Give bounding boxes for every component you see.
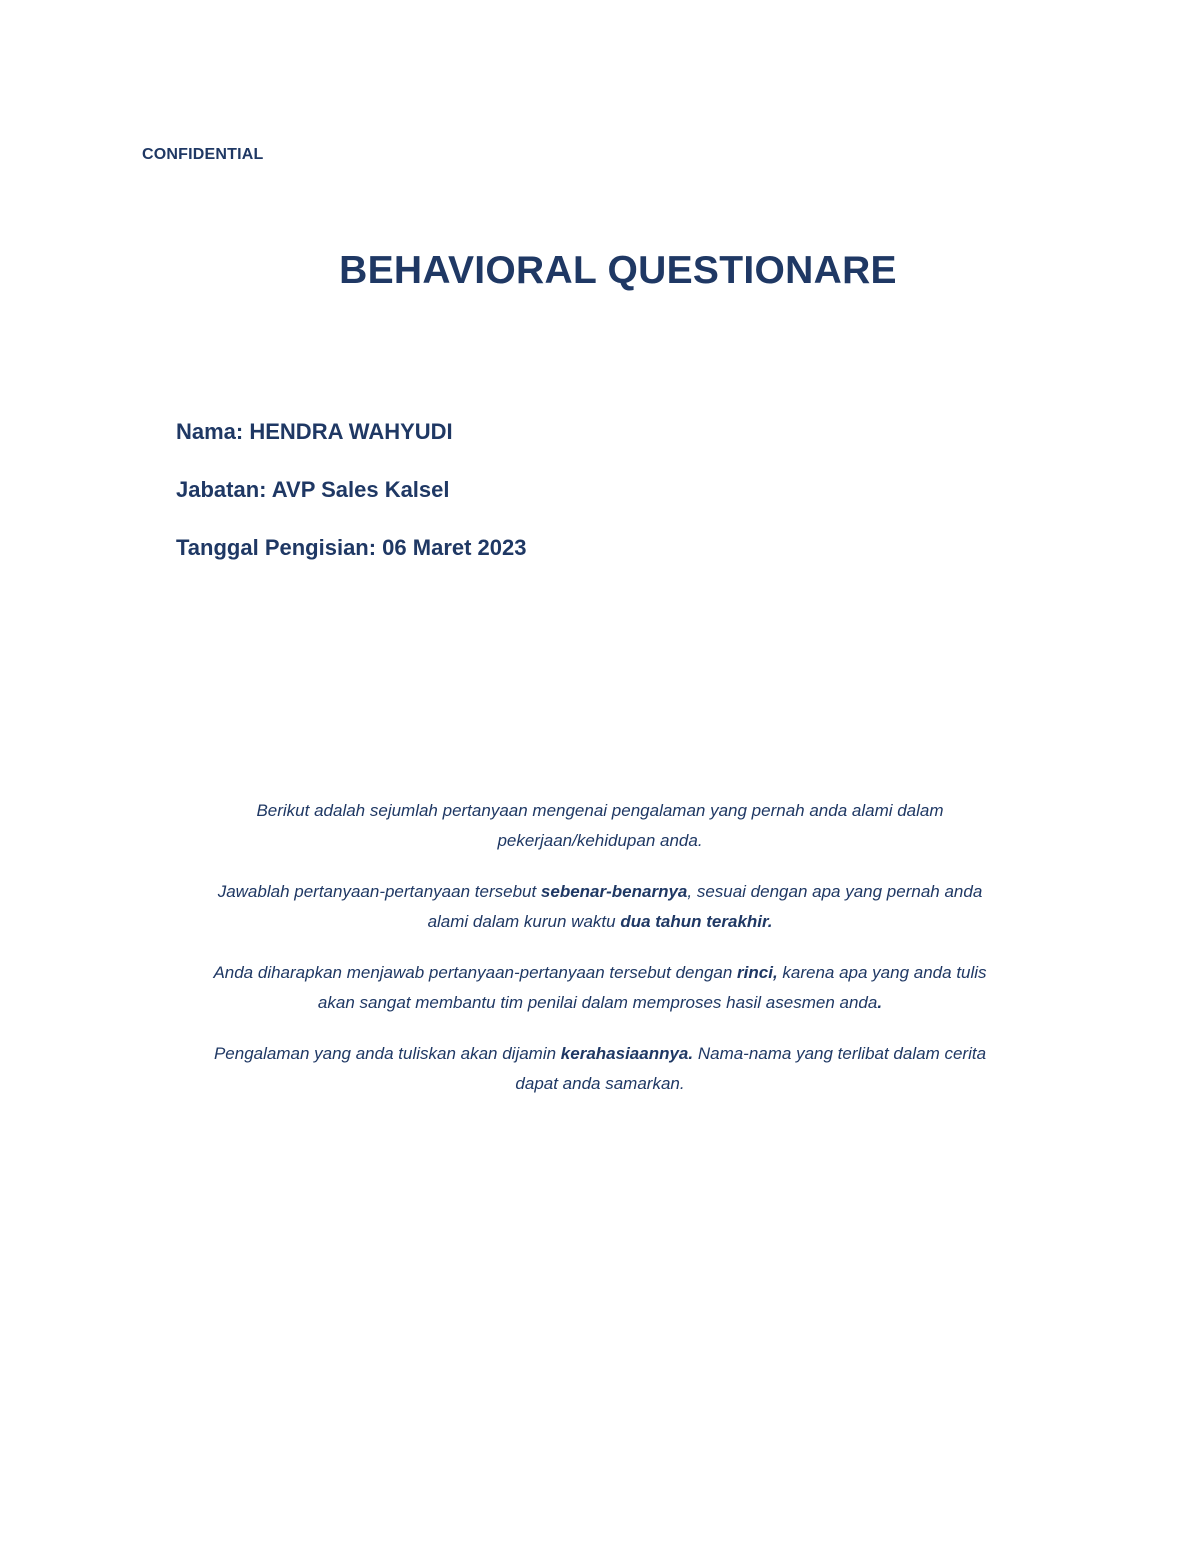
- date-line: Tanggal Pengisian: 06 Maret 2023: [176, 535, 527, 560]
- emphasis-text: sebenar-benarnya: [540, 882, 688, 901]
- emphasis-text: rinci,: [737, 963, 778, 982]
- instruction-text: alami dalam kurun waktu: [427, 912, 621, 931]
- instructions: [140, 796, 1060, 1120]
- instruction-paragraph-3: [140, 958, 1060, 1018]
- position-line: Jabatan: AVP Sales Kalsel: [176, 477, 450, 502]
- instruction-text: pekerjaan/kehidupan anda.: [497, 831, 703, 850]
- instruction-text: Nama-nama yang terlibat dalam cerita: [693, 1044, 987, 1063]
- instruction-text: Pengalaman yang anda tuliskan akan dijamin: [213, 1044, 561, 1063]
- name-line: Nama: HENDRA WAHYUDI: [176, 419, 453, 444]
- confidential-label: CONFIDENTIAL: [142, 146, 264, 163]
- respondent-info: [176, 418, 527, 592]
- instruction-text: .: [877, 993, 883, 1012]
- instruction-paragraph-2: [140, 877, 1060, 937]
- instruction-text: Jawablah pertanyaan-pertanyaan tersebut: [217, 882, 541, 901]
- instruction-text: karena apa yang anda tulis: [777, 963, 987, 982]
- document-title: BEHAVIORAL QUESTIONARE: [339, 249, 897, 292]
- emphasis-text: dua tahun terakhir: [620, 912, 768, 931]
- instruction-text: , sesuai dengan apa yang pernah anda: [687, 882, 983, 901]
- instruction-text: .: [767, 912, 773, 931]
- instruction-text: Anda diharapkan menjawab pertanyaan-pertanyaan tersebut dengan: [213, 963, 738, 982]
- instruction-text: Berikut adalah sejumlah pertanyaan mengenai pengalaman yang pernah anda alami dalam: [256, 801, 944, 820]
- instruction-paragraph-4: [140, 1039, 1060, 1099]
- instruction-paragraph-1: [140, 796, 1060, 856]
- instruction-text: akan sangat membantu tim penilai dalam memproses hasil asesmen anda: [317, 993, 878, 1012]
- instruction-text: dapat anda samarkan.: [515, 1074, 685, 1093]
- emphasis-text: kerahasiaannya.: [560, 1044, 694, 1063]
